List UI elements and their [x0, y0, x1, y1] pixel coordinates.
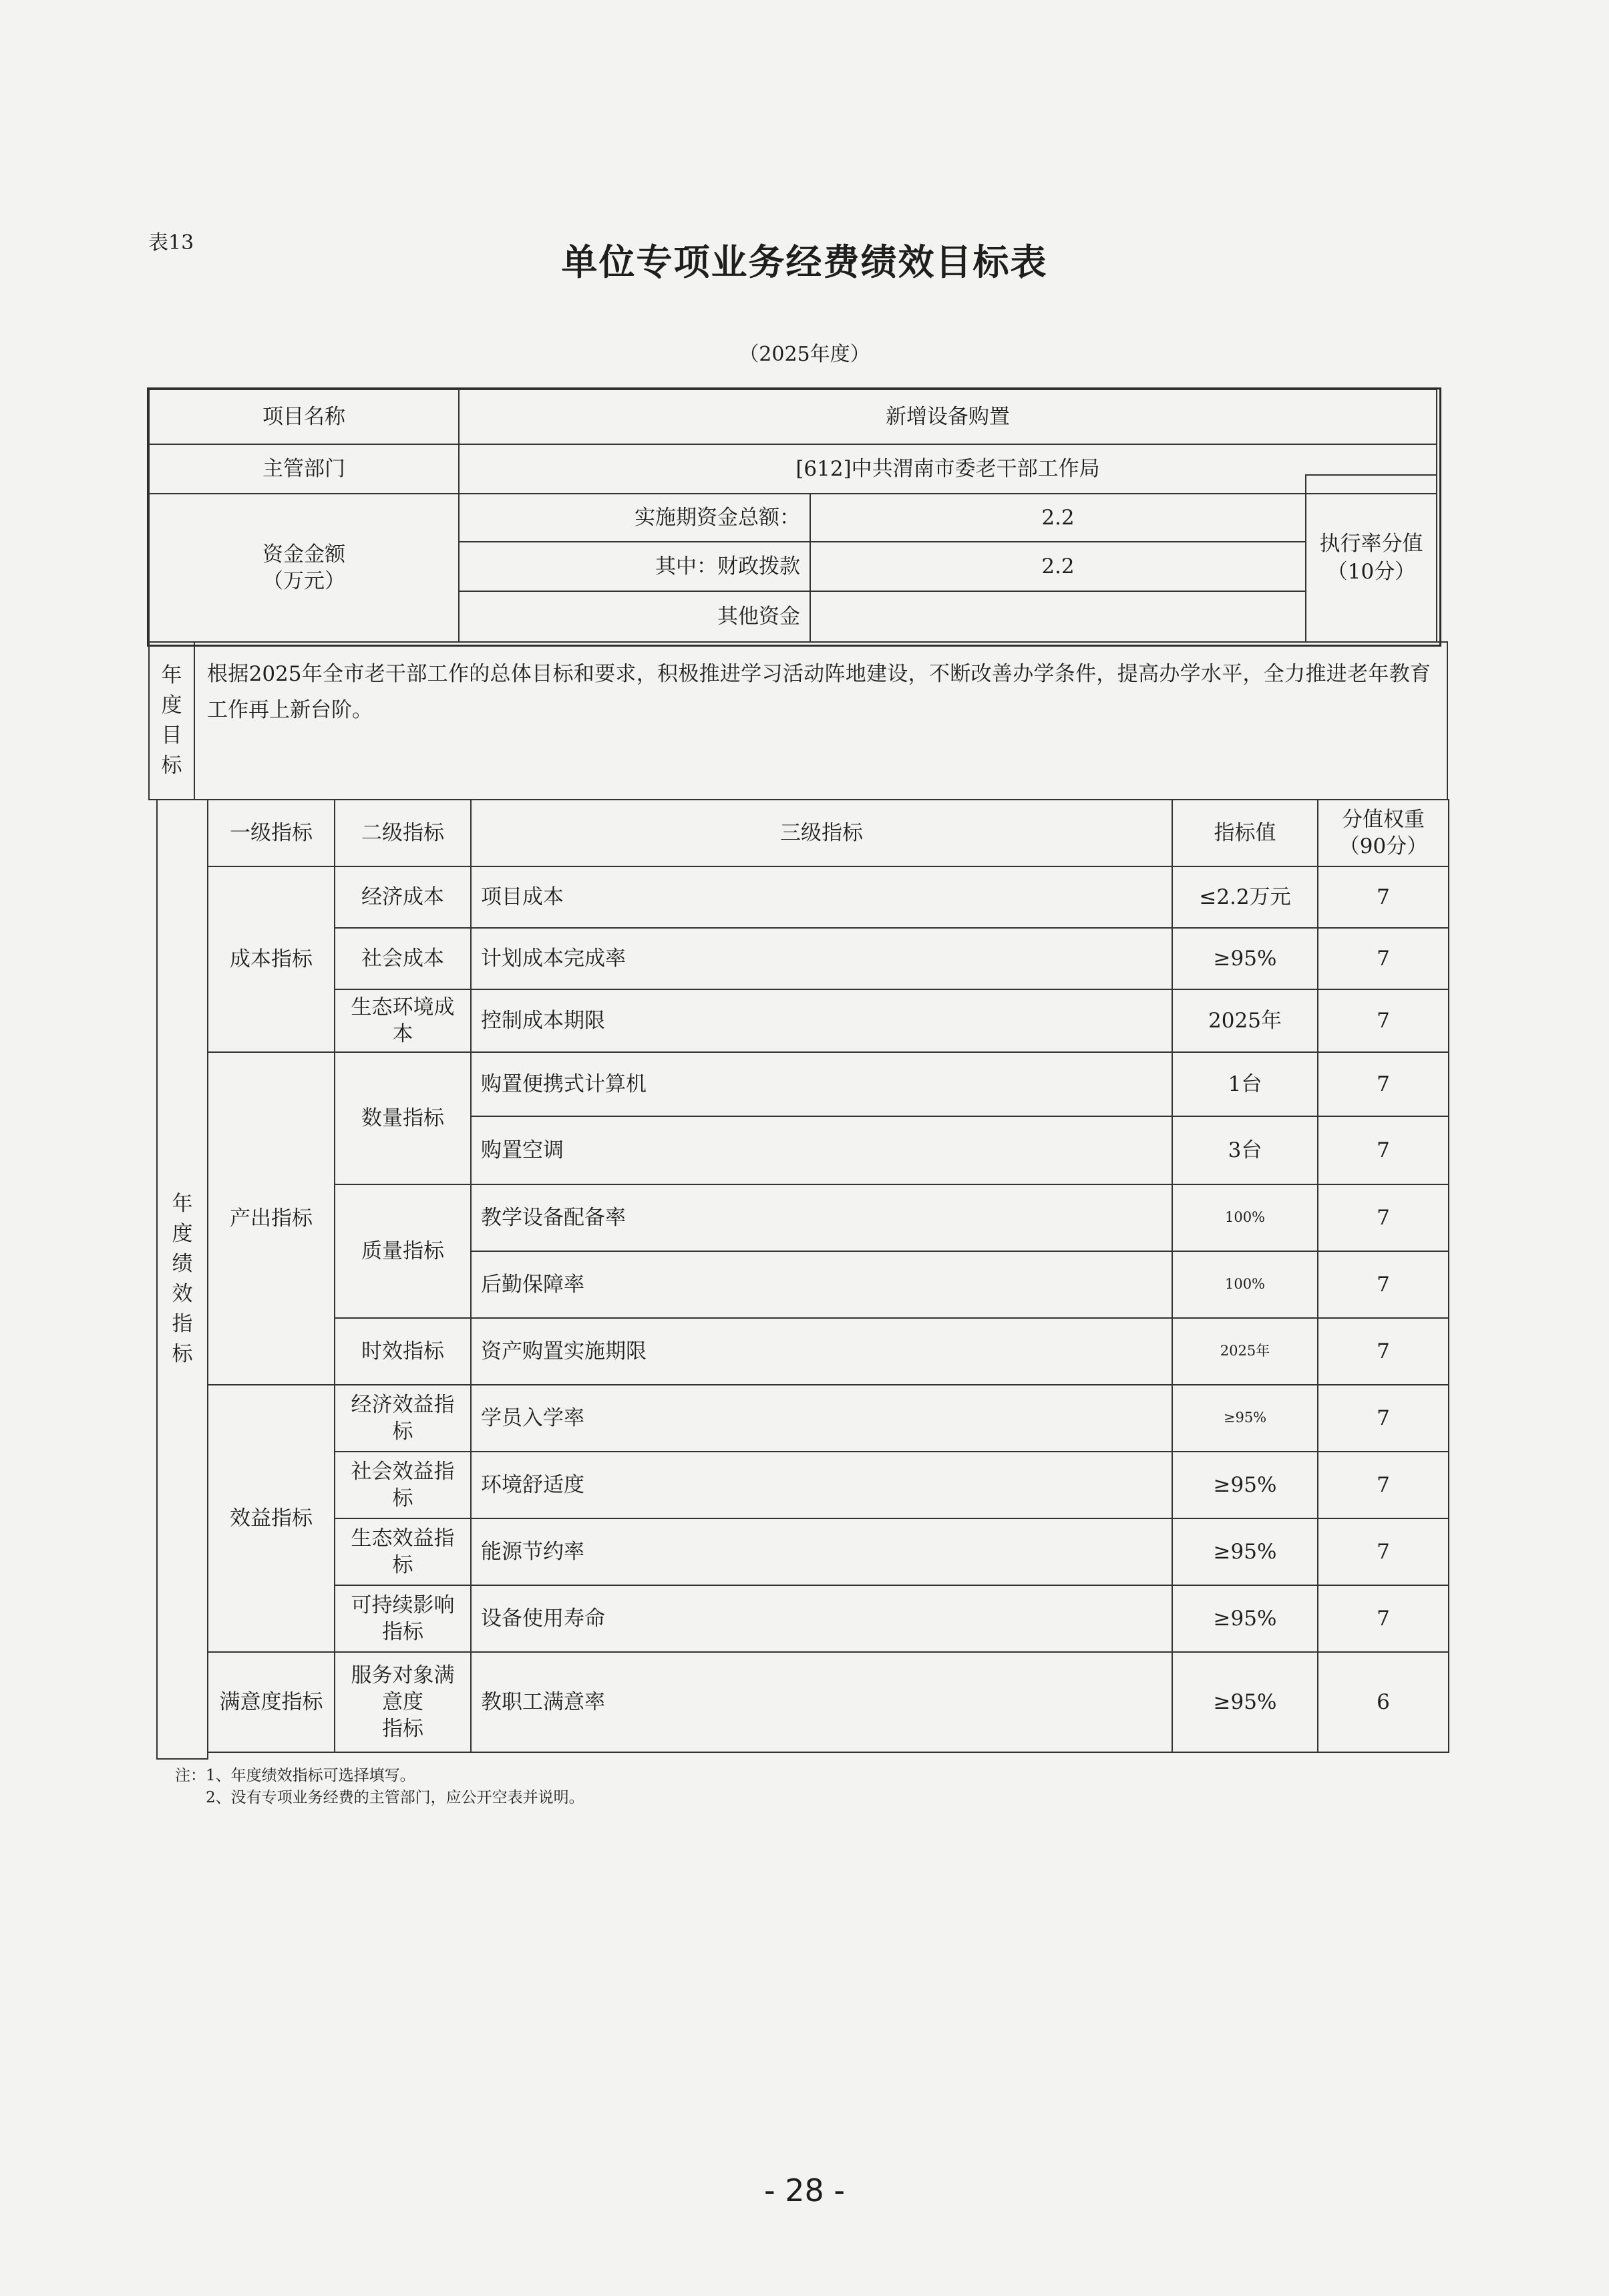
funding-total-value: 2.2 [810, 493, 1306, 542]
level1-cell: 满意度指标 [207, 1651, 335, 1753]
annual-goal-char: 标 [161, 753, 182, 778]
value-cell: ≥95% [1172, 1451, 1318, 1519]
annual-goal-char: 年 [161, 663, 182, 688]
project-name-label: 项目名称 [148, 389, 460, 445]
value-cell: ≥95% [1172, 1518, 1318, 1586]
level3-cell: 控制成本期限 [470, 989, 1173, 1053]
side-label-char: 绩 [172, 1252, 193, 1277]
side-label-char: 年 [172, 1192, 193, 1216]
indicators-side-label [156, 799, 208, 1760]
header-weight: 分值权重 （90分） [1317, 799, 1449, 867]
level2-cell: 生态效益指 标 [334, 1518, 472, 1586]
header-level2: 二级指标 [334, 799, 472, 867]
side-label-char: 度 [172, 1222, 193, 1247]
table-number: 表13 [148, 231, 194, 255]
annual-goal-label [148, 641, 195, 800]
weight-cell: 7 [1317, 1518, 1449, 1586]
annual-goal-char: 度 [161, 693, 182, 718]
level3-cell: 项目成本 [470, 866, 1173, 929]
level1-cell: 效益指标 [207, 1384, 335, 1653]
level2-cell: 经济成本 [334, 866, 472, 929]
value-cell: 3台 [1172, 1116, 1318, 1185]
level3-cell: 学员入学率 [470, 1384, 1173, 1452]
level2-cell: 可持续影响 指标 [334, 1585, 472, 1653]
side-label-char: 标 [172, 1341, 193, 1366]
level2-cell: 生态环境成 本 [334, 989, 472, 1053]
header-value: 指标值 [1172, 799, 1318, 867]
footnote-1: 注：1、年度绩效指标可选择填写。 [175, 1767, 415, 1784]
weight-cell: 7 [1317, 989, 1449, 1053]
level3-cell: 环境舒适度 [470, 1451, 1173, 1519]
value-cell: ≥95% [1172, 1585, 1318, 1653]
value-cell: ≥95% [1172, 927, 1318, 990]
weight-cell: 7 [1317, 1184, 1449, 1252]
weight-cell: 7 [1317, 927, 1449, 990]
funding-fiscal-value: 2.2 [810, 541, 1306, 592]
value-cell: 2025年 [1172, 1317, 1318, 1385]
annual-goal-char: 目 [161, 723, 182, 748]
funding-other-value [810, 591, 1306, 643]
level2-cell: 经济效益指 标 [334, 1384, 472, 1452]
level3-cell: 教学设备配备率 [470, 1184, 1173, 1252]
dept-label: 主管部门 [148, 444, 460, 494]
level2-cell: 质量指标 [334, 1184, 472, 1319]
fiscal-year: （2025年度） [739, 343, 870, 366]
level3-cell: 资产购置实施期限 [470, 1317, 1173, 1385]
footnotes [175, 1765, 584, 1810]
funding-label [148, 493, 460, 643]
level2-cell: 时效指标 [334, 1317, 472, 1385]
value-cell: ≥95% [1172, 1651, 1318, 1753]
level3-cell: 计划成本完成率 [470, 927, 1173, 990]
execution-score [1305, 474, 1437, 643]
weight-cell: 7 [1317, 1116, 1449, 1185]
funding-other-label: 其他资金 [458, 591, 811, 643]
weight-cell: 7 [1317, 1451, 1449, 1519]
level3-cell: 能源节约率 [470, 1518, 1173, 1586]
funding-label-text: 资金金额 （万元） [262, 542, 345, 593]
weight-cell: 7 [1317, 1051, 1449, 1117]
page-number: - 28 - [764, 2172, 845, 2208]
value-cell: 2025年 [1172, 989, 1318, 1053]
weight-cell: 7 [1317, 866, 1449, 929]
level3-cell: 购置空调 [470, 1116, 1173, 1185]
dept-value: [612]中共渭南市委老干部工作局 [458, 444, 1437, 494]
side-label-char: 指 [172, 1311, 193, 1336]
level1-cell: 产出指标 [207, 1051, 335, 1385]
level1-cell: 成本指标 [207, 866, 335, 1053]
level3-cell: 设备使用寿命 [470, 1585, 1173, 1653]
header-level3: 三级指标 [470, 799, 1173, 867]
value-cell: 1台 [1172, 1051, 1318, 1117]
page-title: 单位专项业务经费绩效目标表 [561, 241, 1048, 283]
level2-cell: 社会成本 [334, 927, 472, 990]
funding-fiscal-label: 其中：财政拨款 [458, 541, 811, 592]
level3-cell: 后勤保障率 [470, 1251, 1173, 1319]
header-level1: 一级指标 [207, 799, 335, 867]
weight-cell: 7 [1317, 1384, 1449, 1452]
footnote-2: 2、没有专项业务经费的主管部门，应公开空表并说明。 [175, 1789, 584, 1807]
execution-score-text: 执行率分值 （10分） [1319, 532, 1423, 584]
level3-cell: 购置便携式计算机 [470, 1051, 1173, 1117]
project-name-value: 新增设备购置 [458, 389, 1437, 445]
level2-cell: 服务对象满 意度 指标 [334, 1651, 472, 1753]
side-label-char: 效 [172, 1282, 193, 1306]
level2-cell: 社会效益指 标 [334, 1451, 472, 1519]
level2-cell: 数量指标 [334, 1051, 472, 1185]
weight-cell: 7 [1317, 1585, 1449, 1653]
weight-cell: 7 [1317, 1251, 1449, 1319]
value-cell: 100% [1172, 1251, 1318, 1319]
weight-cell: 7 [1317, 1317, 1449, 1385]
value-cell: ≤2.2万元 [1172, 866, 1318, 929]
funding-total-label: 实施期资金总额： [458, 493, 811, 542]
level3-cell: 教职工满意率 [470, 1651, 1173, 1753]
weight-cell: 6 [1317, 1651, 1449, 1753]
annual-goal-text: 根据2025年全市老干部工作的总体目标和要求，积极推进学习活动阵地建设，不断改善办学条件，提高办学水平，全力推进老年教育工作再上新台阶。 [194, 641, 1448, 800]
value-cell: ≥95% [1172, 1384, 1318, 1452]
value-cell: 100% [1172, 1184, 1318, 1252]
